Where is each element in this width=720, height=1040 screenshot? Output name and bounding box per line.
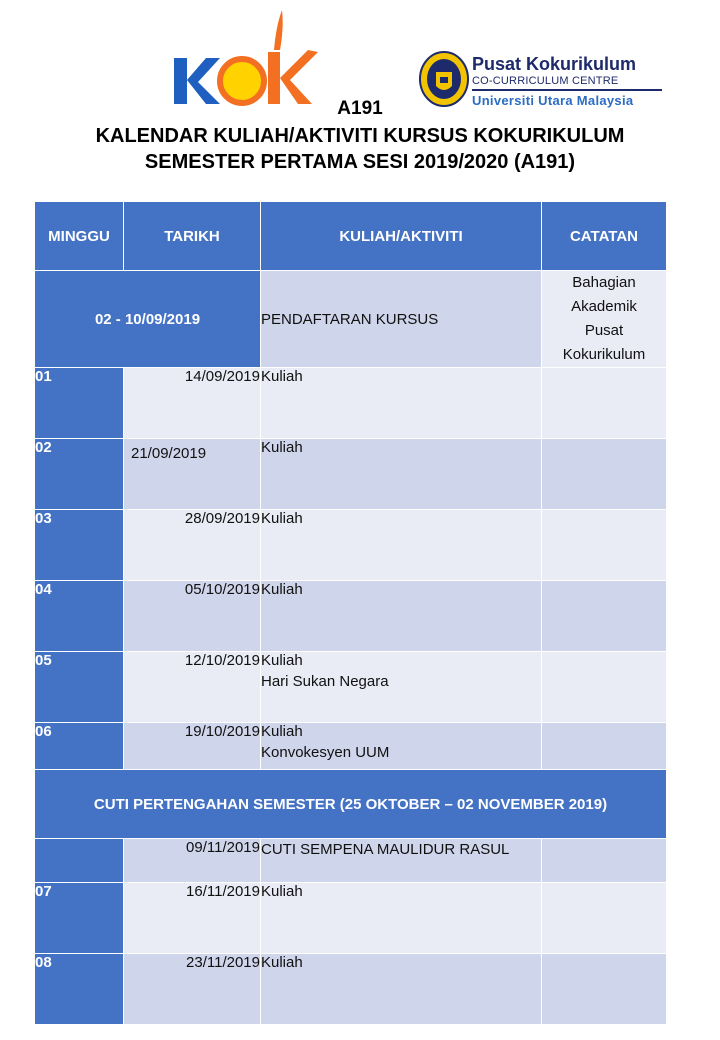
activity-line: Kuliah bbox=[261, 652, 303, 669]
calendar-table bbox=[34, 201, 667, 1025]
date-cell: 19/10/2019 bbox=[124, 723, 261, 770]
column-header-tarikh: TARIKH bbox=[124, 202, 261, 271]
week-cell: 07 bbox=[35, 883, 124, 954]
pusat-logo-university: Universiti Utara Malaysia bbox=[472, 93, 634, 108]
note-cell bbox=[542, 883, 667, 954]
registration-note bbox=[542, 271, 667, 368]
semester-break-label: CUTI PERTENGAHAN SEMESTER (25 OKTOBER – 02 NOVEMBER 2019) bbox=[35, 770, 667, 839]
week-cell: 01 bbox=[35, 368, 124, 439]
kok-logo-k-right bbox=[268, 10, 318, 104]
table-row bbox=[35, 510, 667, 581]
date-cell: 14/09/2019 bbox=[124, 368, 261, 439]
table-row bbox=[35, 723, 667, 770]
note-cell bbox=[542, 439, 667, 510]
date-cell: 12/10/2019 bbox=[124, 652, 261, 723]
activity-cell bbox=[261, 839, 542, 883]
table-header-row bbox=[35, 202, 667, 271]
activity-cell bbox=[261, 883, 542, 954]
date-cell: 23/11/2019 bbox=[124, 954, 261, 1025]
table-row bbox=[35, 954, 667, 1025]
note-line: Akademik bbox=[571, 298, 637, 315]
note-cell bbox=[542, 839, 667, 883]
week-cell: 03 bbox=[35, 510, 124, 581]
activity-cell bbox=[261, 723, 542, 770]
week-cell: 02 bbox=[35, 439, 124, 510]
activity-line: Kuliah bbox=[261, 723, 303, 740]
pusat-logo-title: Pusat Kokurikulum bbox=[472, 54, 637, 74]
table-row bbox=[35, 439, 667, 510]
activity-line: Konvokesyen UUM bbox=[261, 744, 390, 761]
registration-row bbox=[35, 271, 667, 368]
activity-cell bbox=[261, 581, 542, 652]
date-cell: 28/09/2019 bbox=[124, 510, 261, 581]
activity-line: Kuliah bbox=[261, 368, 303, 385]
table-row bbox=[35, 368, 667, 439]
activity-cell bbox=[261, 954, 542, 1025]
activity-cell bbox=[261, 368, 542, 439]
kok-logo-o bbox=[220, 59, 264, 103]
week-cell: 08 bbox=[35, 954, 124, 1025]
semester-code: A191 bbox=[337, 98, 383, 119]
page-subtitle: SEMESTER PERTAMA SESI 2019/2020 (A191) bbox=[144, 151, 576, 173]
column-header-catatan: CATATAN bbox=[542, 202, 667, 271]
week-cell: 05 bbox=[35, 652, 124, 723]
activity-cell bbox=[261, 652, 542, 723]
note-line: Bahagian bbox=[572, 274, 636, 291]
activity-line: Kuliah bbox=[261, 883, 303, 900]
table-row bbox=[35, 839, 667, 883]
date-cell: 05/10/2019 bbox=[124, 581, 261, 652]
note-cell bbox=[542, 510, 667, 581]
date-cell: 16/11/2019 bbox=[124, 883, 261, 954]
week-cell: 04 bbox=[35, 581, 124, 652]
week-cell: 06 bbox=[35, 723, 124, 770]
date-cell: 21/09/2019 bbox=[124, 439, 261, 510]
activity-line: Kuliah bbox=[261, 439, 303, 456]
table-row bbox=[35, 883, 667, 954]
note-line: Kokurikulum bbox=[562, 346, 646, 363]
activity-line: Kuliah bbox=[261, 581, 303, 598]
activity-line: Hari Sukan Negara bbox=[261, 673, 389, 690]
pusat-logo-divider bbox=[472, 89, 662, 91]
activity-line: Kuliah bbox=[261, 510, 303, 527]
table-row bbox=[35, 581, 667, 652]
activity-line: CUTI SEMPENA MAULIDUR RASUL bbox=[261, 841, 510, 858]
pusat-logo-subtitle: CO-CURRICULUM CENTRE bbox=[472, 75, 619, 87]
column-header-kuliah-aktiviti: KULIAH/AKTIVITI bbox=[261, 202, 542, 271]
activity-cell bbox=[261, 439, 542, 510]
activity-cell bbox=[261, 510, 542, 581]
note-cell bbox=[542, 652, 667, 723]
page-title: KALENDAR KULIAH/AKTIVITI KURSUS KOKURIKULUM bbox=[95, 125, 625, 147]
note-cell bbox=[542, 581, 667, 652]
note-cell bbox=[542, 723, 667, 770]
semester-break-row bbox=[35, 770, 667, 839]
column-header-minggu: MINGGU bbox=[35, 202, 124, 271]
table-row bbox=[35, 652, 667, 723]
note-cell bbox=[542, 368, 667, 439]
date-cell: 09/11/2019 bbox=[124, 839, 261, 883]
note-line: Pusat bbox=[584, 322, 624, 339]
week-cell bbox=[35, 839, 124, 883]
registration-activity: PENDAFTARAN KURSUS bbox=[261, 271, 542, 368]
registration-date: 02 - 10/09/2019 bbox=[35, 271, 261, 368]
activity-line: Kuliah bbox=[261, 954, 303, 971]
note-cell bbox=[542, 954, 667, 1025]
